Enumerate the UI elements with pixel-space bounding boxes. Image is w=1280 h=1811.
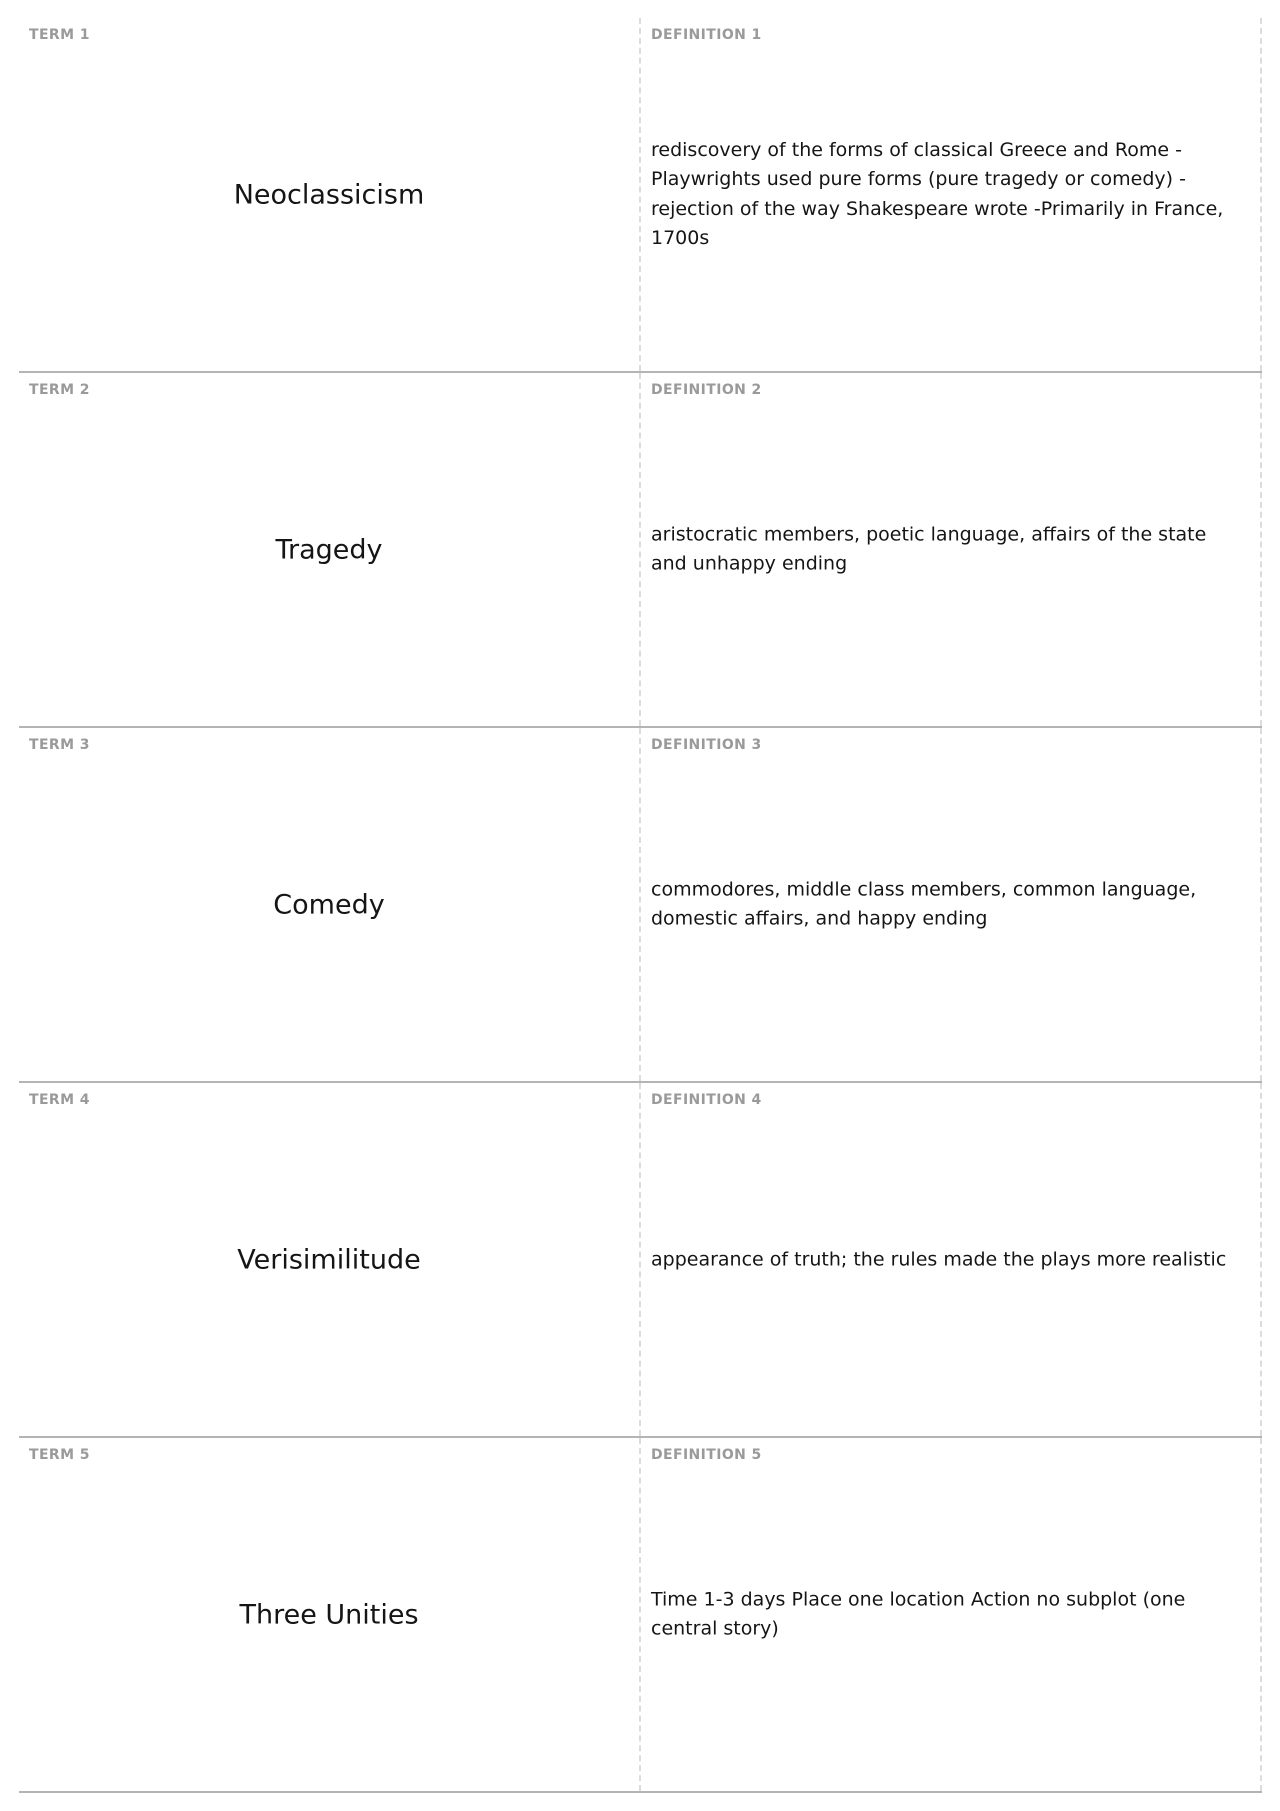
definition-card — [641, 728, 1262, 1081]
definition-number-label: DEFINITION 5 — [651, 1447, 762, 1463]
term-text: Three Unities — [239, 1599, 419, 1630]
term-text: Verisimilitude — [237, 1244, 421, 1275]
definition-number-label: DEFINITION 4 — [651, 1092, 762, 1108]
definition-text: commodores, middle class members, common language, domestic affairs, and happy ending — [651, 878, 1197, 930]
definition-text: Time 1-3 days Place one location Action no subplot (one central story) — [651, 1588, 1186, 1640]
flashcard-row — [19, 1083, 1262, 1438]
term-number-label: TERM 2 — [29, 382, 90, 398]
term-text: Comedy — [273, 889, 385, 920]
flashcard-row — [19, 373, 1262, 728]
term-card — [19, 728, 641, 1081]
flashcard-row — [19, 728, 1262, 1083]
term-text: Tragedy — [275, 534, 383, 565]
term-card — [19, 18, 641, 371]
definition-text: rediscovery of the forms of classical Greece and Rome -Playwrights used pure forms (pure tragedy or comedy) -rejection of the way Shakespeare wrote -Primarily in France, 1700s — [651, 138, 1224, 249]
definition-card — [641, 1083, 1262, 1436]
definition-text: appearance of truth; the rules made the plays more realistic — [651, 1247, 1227, 1270]
term-card — [19, 373, 641, 726]
flashcard-sheet — [19, 18, 1262, 1793]
flashcard-row — [19, 1438, 1262, 1793]
term-card — [19, 1438, 641, 1791]
definition-card — [641, 373, 1262, 726]
term-number-label: TERM 4 — [29, 1092, 90, 1108]
term-number-label: TERM 5 — [29, 1447, 90, 1463]
flashcard-row — [19, 18, 1262, 373]
definition-number-label: DEFINITION 2 — [651, 382, 762, 398]
definition-card — [641, 1438, 1262, 1791]
term-number-label: TERM 1 — [29, 27, 90, 43]
definition-number-label: DEFINITION 1 — [651, 27, 762, 43]
term-number-label: TERM 3 — [29, 737, 90, 753]
definition-card — [641, 18, 1262, 371]
term-text: Neoclassicism — [233, 179, 425, 210]
definition-number-label: DEFINITION 3 — [651, 737, 762, 753]
term-card — [19, 1083, 641, 1436]
definition-text: aristocratic members, poetic language, affairs of the state and unhappy ending — [651, 523, 1207, 575]
